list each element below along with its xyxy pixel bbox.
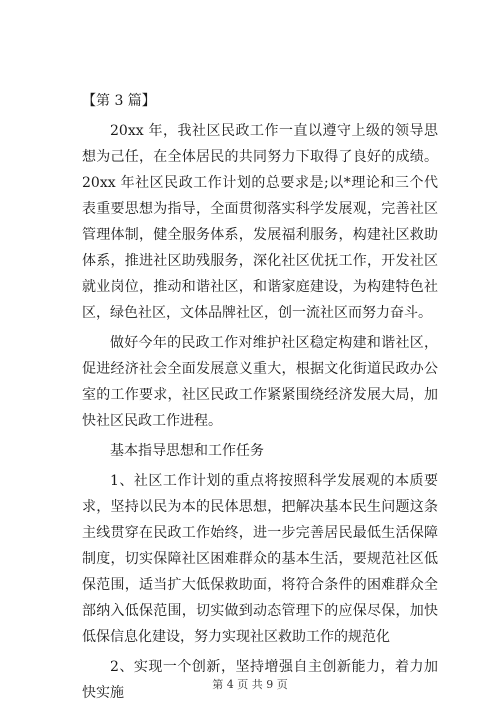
list-item-2: 2、实现一个创新，坚持增强自主创新能力，着力加快实施 <box>82 659 438 701</box>
section-heading: 基本指导思想和工作任务 <box>110 443 264 459</box>
section-tag: 【第 3 篇】 <box>82 93 156 109</box>
paragraph-intro: 20xx 年，我社区民政工作一直以遵守上级的领导思想为己任，在全体居民的共同努力下取得了良好的成绩。20xx 年社区民政工作计划的总要求是;以*理论和三个代表重要思想为指导，全面贯彻落实科学发展观，完善社区管理体制，健全服务体系，发展福利服务，构建社区救助体系，推进社区助残服务，深化社区优抚工作，开发社区就业岗位，推动和谐社区，和谐家庭建设，为构建特色社区，绿色社区，文体品牌社区，创一流社区而努力奋斗。 <box>82 123 438 321</box>
list-item-1: 1、社区工作计划的重点将按照科学发展观的本质要求，坚持以民为本的民体思想，把解决基本民生问题这条主线贯穿在民政工作始终，进一步完善居民最低生活保障制度，切实保障社区困难群众的基本生活，要规范社区低保范围，适当扩大低保救助面，将符合条件的困难群众全部纳入低保范围，切实做到动态管理下的应保尽保，加快低保信息化建设，努力实现社区救助工作的规范化 <box>82 473 438 645</box>
paragraph-significance: 做好今年的民政工作对维护社区稳定构建和谐社区，促进经济社会全面发展意义重大，根据文化街道民政办公室的工作要求，社区民政工作紧紧围绕经济发展大局，加快社区民政工作进程。 <box>82 335 438 429</box>
page-footer: 第 4 页 共 9 页 <box>212 678 288 691</box>
document-body <box>82 88 438 710</box>
